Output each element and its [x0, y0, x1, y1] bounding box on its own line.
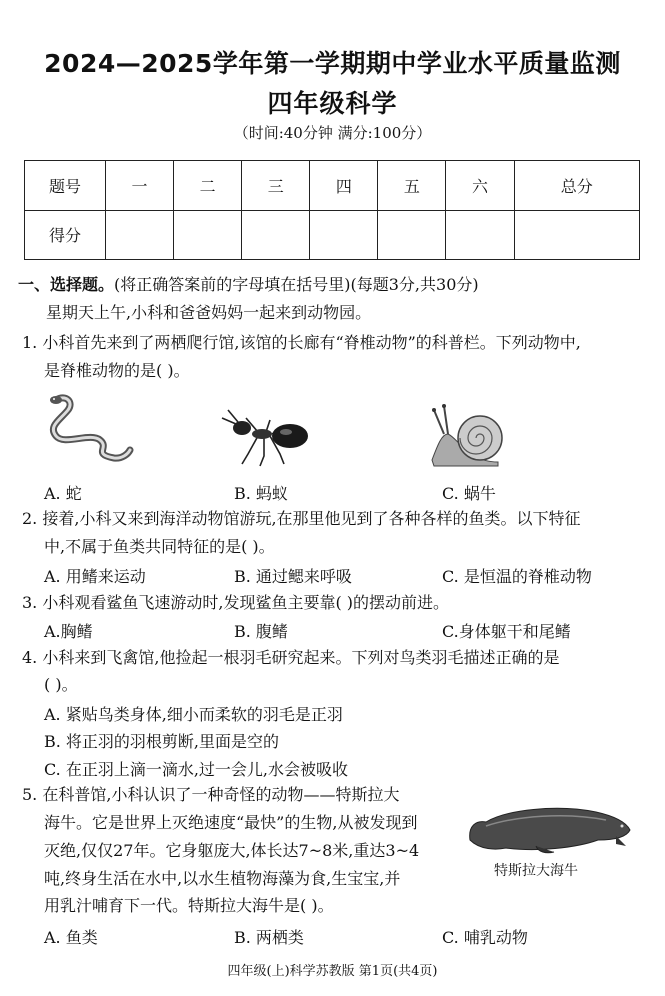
score-table-score-row — [25, 210, 640, 260]
question-5-line-5: 用乳汁哺育下一代。特斯拉大海牛是( )。 — [44, 896, 334, 915]
question-1-option-b[interactable]: B. 蚂蚁 — [234, 484, 288, 503]
snake-image — [44, 392, 134, 466]
question-3-option-a[interactable]: A.胸鳍 — [44, 622, 93, 641]
question-3-option-b[interactable]: B. 腹鳍 — [234, 622, 288, 641]
question-2-option-c[interactable]: C. 是恒温的脊椎动物 — [442, 567, 592, 586]
section-title: 一、选择题。 — [18, 275, 115, 294]
question-3-option-c[interactable]: C.身体躯干和尾鳍 — [442, 622, 571, 641]
question-4-option-b[interactable]: B. 将正羽的羽根剪断,里面是空的 — [44, 732, 280, 751]
question-5-line-2: 海牛。它是世界上灭绝速度“最快”的生物,从被发现到 — [44, 813, 418, 832]
table-header-cell: 总分 — [514, 161, 639, 211]
question-5-option-a[interactable]: A. 鱼类 — [44, 928, 98, 947]
table-header-cell: 五 — [378, 161, 446, 211]
question-3-line-1: 3. 小科观看鲨鱼飞速游动时,发现鲨鱼主要靠( )的摆动前进。 — [22, 593, 450, 612]
exam-info: （时间:40分钟 满分:100分） — [233, 124, 432, 142]
table-header-cell: 六 — [446, 161, 514, 211]
question-5-line-3: 灭绝,仅仅27年。它身躯庞大,体长达7~8米,重达3~4 — [44, 841, 420, 860]
table-header-cell: 四 — [310, 161, 378, 211]
score-cell[interactable] — [106, 210, 174, 260]
score-table-header-row — [25, 161, 640, 211]
score-cell[interactable] — [514, 210, 639, 260]
snail-image — [428, 404, 508, 468]
question-1-option-c[interactable]: C. 蜗牛 — [442, 484, 496, 503]
table-header-cell: 一 — [106, 161, 174, 211]
question-1-line-1: 1. 小科首先来到了两栖爬行馆,该馆的长廊有“脊椎动物”的科普栏。下列动物中, — [22, 333, 581, 352]
exam-title: 2024—2025学年第一学期期中学业水平质量监测 — [44, 49, 621, 78]
question-5-line-4: 吨,终身生活在水中,以水生植物海藻为食,生宝宝,并 — [44, 869, 401, 888]
question-5-option-c[interactable]: C. 哺乳动物 — [442, 928, 528, 947]
score-cell[interactable] — [242, 210, 310, 260]
question-1-line-2: 是脊椎动物的是( )。 — [44, 361, 190, 380]
question-4-option-a[interactable]: A. 紧贴鸟类身体,细小而柔软的羽毛是正羽 — [44, 705, 343, 724]
question-1-option-a[interactable]: A. 蛇 — [44, 484, 82, 503]
question-5-option-b[interactable]: B. 两栖类 — [234, 928, 304, 947]
table-header-cell: 题号 — [25, 161, 106, 211]
exam-subtitle: 四年级科学 — [267, 89, 398, 118]
question-2-option-b[interactable]: B. 通过鳃来呼吸 — [234, 567, 352, 586]
question-2-line-1: 2. 接着,小科又来到海洋动物馆游玩,在那里他见到了各种各样的鱼类。以下特征 — [22, 509, 581, 528]
section-heading — [18, 274, 479, 296]
question-4-line-2: ( )。 — [44, 675, 78, 694]
question-2-option-a[interactable]: A. 用鳍来运动 — [44, 567, 146, 586]
score-cell[interactable] — [446, 210, 514, 260]
ant-image — [218, 404, 314, 468]
score-cell[interactable] — [310, 210, 378, 260]
page-footer: 四年级(上)科学苏教版 第1页(共4页) — [227, 964, 438, 979]
sea-cow-caption: 特斯拉大海牛 — [494, 863, 578, 879]
section-instruction: (将正确答案前的字母填在括号里)(每题3分,共30分) — [114, 275, 479, 294]
question-4-line-1: 4. 小科来到飞禽馆,他捡起一根羽毛研究起来。下列对鸟类羽毛描述正确的是 — [22, 648, 560, 667]
score-cell[interactable] — [174, 210, 242, 260]
table-header-cell: 二 — [174, 161, 242, 211]
question-5-line-1: 5. 在科普馆,小科认识了一种奇怪的动物——特斯拉大 — [22, 785, 400, 804]
question-2-line-2: 中,不属于鱼类共同特征的是( )。 — [44, 537, 275, 556]
score-table — [24, 160, 640, 260]
question-4-option-c[interactable]: C. 在正羽上滴一滴水,过一会儿,水会被吸收 — [44, 760, 349, 779]
section-intro: 星期天上午,小科和爸爸妈妈一起来到动物园。 — [46, 303, 372, 322]
score-cell[interactable] — [378, 210, 446, 260]
score-row-label: 得分 — [25, 210, 106, 260]
table-header-cell: 三 — [242, 161, 310, 211]
sea-cow-image — [466, 800, 632, 856]
